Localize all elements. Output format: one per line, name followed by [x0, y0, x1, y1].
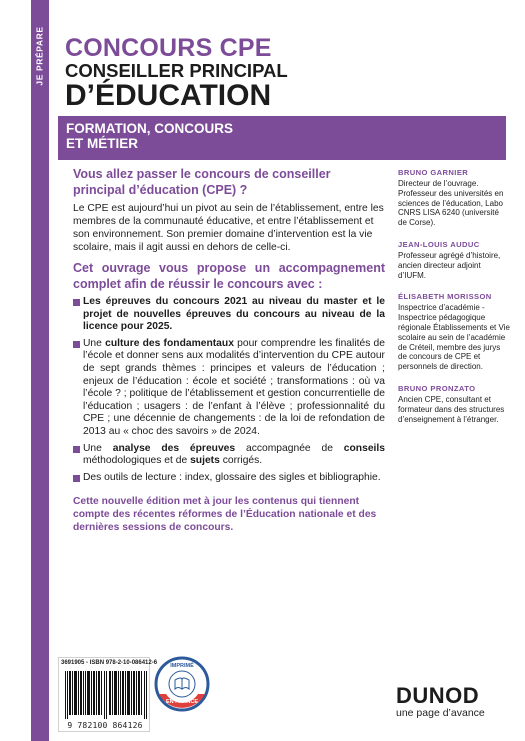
author-name: JEAN-LOUIS AUDUC	[398, 239, 480, 249]
author-entry	[398, 168, 510, 228]
side-band-label	[31, 0, 49, 112]
author-bio: Ancien CPE, consultant et formateur dans des structures d’enseignement à l’étranger.	[398, 394, 505, 424]
barcode-icon	[65, 671, 147, 719]
bullet-text-pre: Une	[83, 337, 106, 349]
bullet-text: Des outils de lecture : index, glossaire des sigles et bibliographie.	[83, 471, 381, 483]
isbn-text: 3691905 - ISBN 978-2-10-086412-6	[61, 660, 158, 666]
author-bio: Professeur agrégé d’histoire, ancien directeur adjoint d’IUFM.	[398, 250, 501, 280]
bullet-item	[73, 338, 385, 439]
title-line-1: CONCOURS CPE	[65, 34, 272, 62]
author-name: ÉLISABETH MORISSON	[398, 292, 492, 302]
bullet-text-bold: culture des fondamentaux	[105, 337, 234, 349]
bullet-text-bold: analyse des épreuves	[112, 442, 236, 454]
author-entry	[398, 240, 510, 280]
publisher-tagline: une page d’avance	[396, 707, 485, 719]
author-name: BRUNO PRONZATO	[398, 383, 476, 393]
bullet-text-bold: sujets	[190, 455, 220, 467]
author-entry	[398, 384, 510, 424]
bullet-text-pre: Une	[83, 442, 113, 454]
author-bio: Inspectrice d’académie - Inspectrice pédagogique régionale Établissements et Vie scolaire au sein de l’académie de Créteil, membre des jurys de concours de CPE et personnels de direction.	[398, 303, 510, 372]
bullet-text: Les épreuves du concours 2021 au niveau du master et le projet de nouvelles épreuves du concours au niveau de la licence pour 2025.	[83, 296, 385, 333]
closing-text: Cette nouvelle édition met à jour les contenus qui tiennent compte des récentes réformes de l’Éducation nationale et des dernières sessions de concours.	[73, 496, 377, 533]
bullet-text-bold: conseils	[343, 442, 385, 454]
bullet-square-icon	[73, 299, 80, 306]
bullet-item	[73, 443, 385, 468]
intro-paragraph: Le CPE est aujourd’hui un pivot au sein de l’établissement, entre les membres de la communauté éducative, et entre l’établissement et son environnement. Son premier domaine d’intervention est la vie scolaire, mais il agit aussi en dehors de celle-ci.	[73, 203, 384, 253]
isbn-barcode	[58, 657, 158, 732]
title-line-3: D’ÉDUCATION	[65, 79, 272, 112]
offer-heading: Cet ouvrage vous propose un accompagnement complet afin de réussir le concours avec :	[73, 261, 385, 291]
seal-bottom-text: EN FRANCE	[165, 699, 199, 705]
bullet-text-post: pour comprendre les finalités de l’école et donner sens aux modalités d’intervention du CPE autour de sept grands thèmes : principes et valeurs de l’éducation ; enjeux de l’éducation : école et société ; transformations : où va l’école ? ; politique de l’établissement et gestion concurrentielle de l’éducation ; usagers : de l’enfant à l’élève ; professionnalité du CPE ; une décennie de changements : de la loi de refondation de 2013 au « choc des savoirs » de 2024.	[83, 337, 385, 437]
bullet-square-icon	[73, 446, 80, 453]
bullet-square-icon	[73, 475, 80, 482]
author-bio: Directeur de l’ouvrage. Professeur des universités en sciences de l’éducation, Labo CNRS LISA 6240 (université de Corse).	[398, 179, 504, 228]
bullet-text-mid: méthodologiques et de	[83, 455, 191, 467]
authors-column	[398, 168, 510, 436]
seal-top-text: IMPRIMÉ	[170, 663, 194, 669]
bullet-text-mid: accompagnée de	[235, 442, 344, 454]
series-label: JE PRÉPARE	[35, 26, 46, 86]
barcode-number: 9 782100 864126	[67, 721, 143, 730]
bullet-item	[73, 296, 385, 334]
bullet-square-icon	[73, 341, 80, 348]
bullet-text-post: corrigés.	[219, 455, 263, 467]
author-entry	[398, 292, 510, 372]
title-line-2: CONSEILLER PRINCIPAL	[65, 60, 288, 81]
author-name: BRUNO GARNIER	[398, 168, 469, 177]
printed-in-france-seal	[154, 656, 210, 712]
subtitle-banner	[58, 116, 506, 160]
main-column	[73, 167, 385, 534]
bullet-item	[73, 472, 385, 485]
banner-text: FORMATION, CONCOURS ET MÉTIER	[66, 121, 233, 151]
publisher-logo: DUNOD	[396, 683, 480, 708]
intro-question: Vous allez passer le concours de conseiller principal d’éducation (CPE) ?	[73, 167, 331, 197]
